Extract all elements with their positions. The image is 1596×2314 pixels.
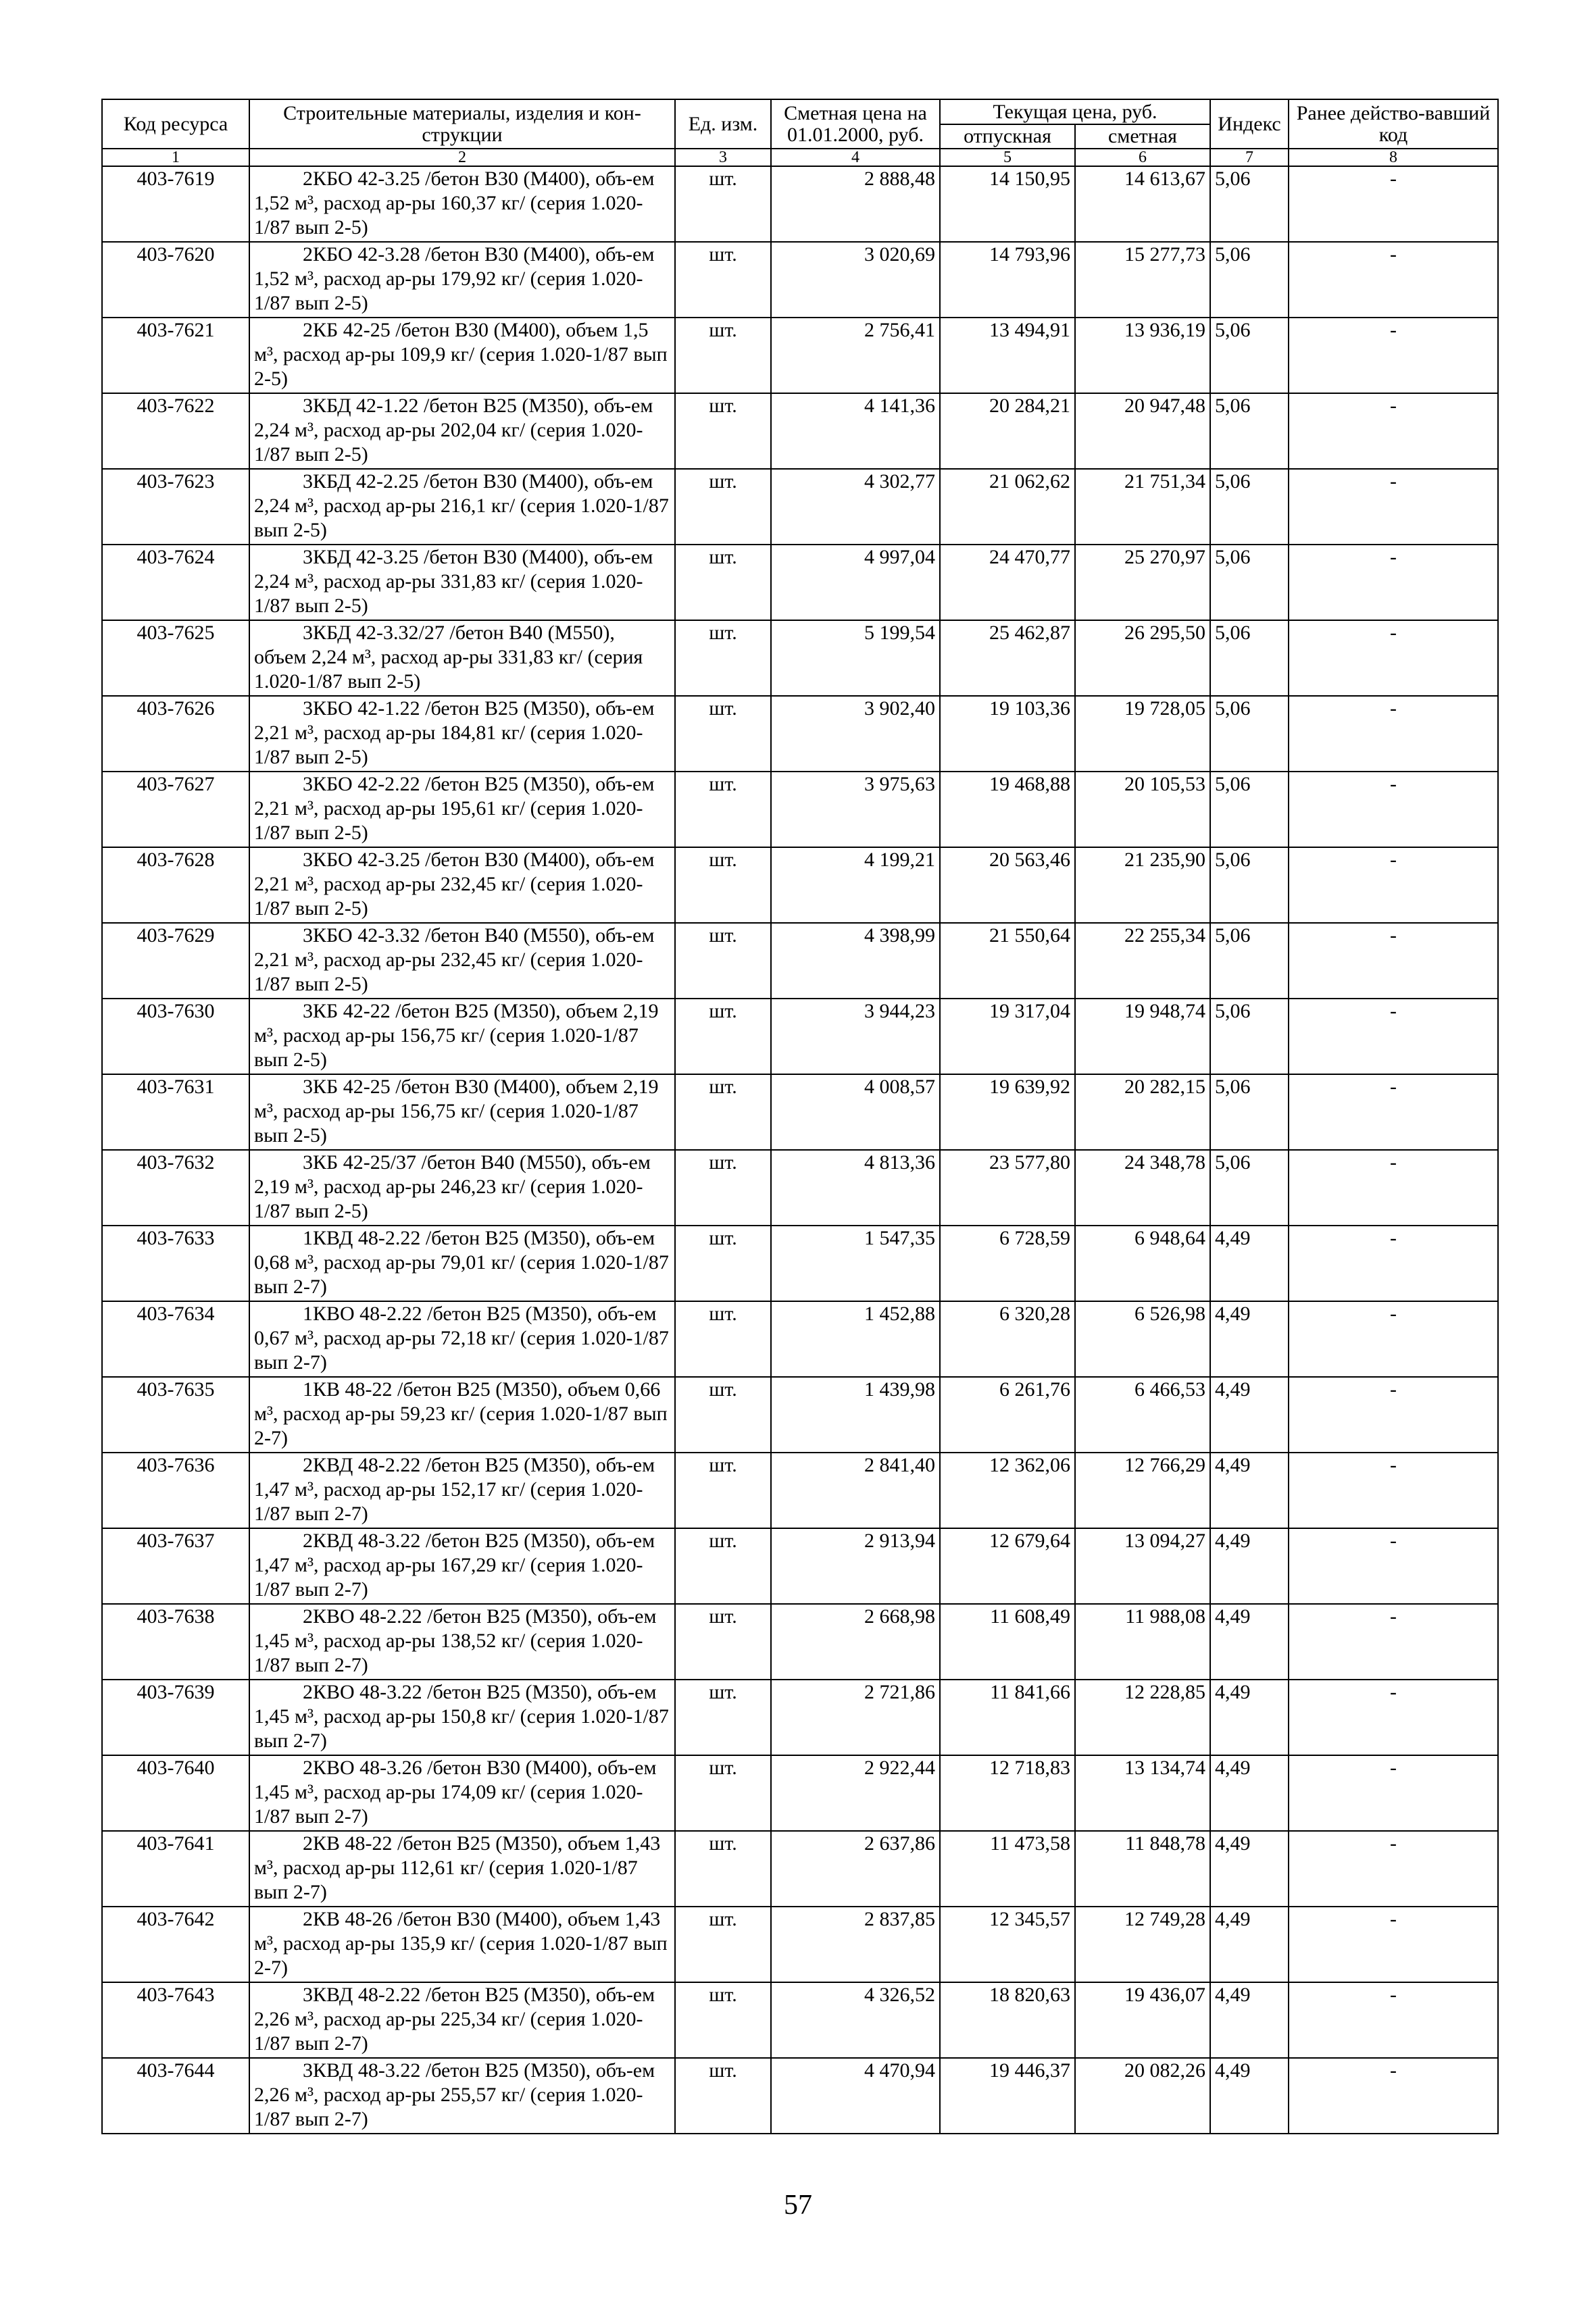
price-index: 4,49	[1210, 2058, 1289, 2134]
unit: шт.	[675, 923, 771, 999]
material-name: 3КБО 42-3.32 /бетон B40 (M550), объ-ем 2,21 м³, расход ар-ры 232,45 кг/ (серия 1.020-1/87 вып 2-5)	[249, 923, 675, 999]
base-price: 4 470,94	[771, 2058, 940, 2134]
base-price: 2 922,44	[771, 1755, 940, 1831]
estimate-price: 21 751,34	[1075, 469, 1210, 545]
resource-code: 403-7638	[102, 1604, 249, 1680]
resource-code: 403-7636	[102, 1453, 249, 1528]
material-name: 3КБО 42-2.22 /бетон B25 (M350), объ-ем 2,21 м³, расход ар-ры 195,61 кг/ (серия 1.020-1/87 вып 2-5)	[249, 772, 675, 847]
price-index: 5,06	[1210, 1150, 1289, 1226]
price-index: 4,49	[1210, 1377, 1289, 1453]
material-name: 2КВО 48-3.22 /бетон B25 (M350), объ-ем 1,45 м³, расход ар-ры 150,8 кг/ (серия 1.020-1/87 вып 2-7)	[249, 1680, 675, 1755]
header-name: Строительные материалы, изделия и кон-струкции	[249, 99, 675, 149]
price-index: 5,06	[1210, 847, 1289, 923]
header-base-price: Сметная цена на 01.01.2000, руб.	[771, 99, 940, 149]
col-number: 2	[249, 149, 675, 166]
unit: шт.	[675, 393, 771, 469]
unit: шт.	[675, 545, 771, 620]
resource-code: 403-7643	[102, 1982, 249, 2058]
release-price: 19 446,37	[940, 2058, 1075, 2134]
base-price: 4 199,21	[771, 847, 940, 923]
resource-code: 403-7633	[102, 1226, 249, 1301]
base-price: 2 888,48	[771, 166, 940, 242]
resource-code: 403-7635	[102, 1377, 249, 1453]
release-price: 21 550,64	[940, 923, 1075, 999]
col-number: 5	[940, 149, 1075, 166]
previous-code: -	[1289, 1604, 1498, 1680]
estimate-price: 20 282,15	[1075, 1074, 1210, 1150]
price-index: 5,06	[1210, 469, 1289, 545]
resource-code: 403-7641	[102, 1831, 249, 1907]
resource-code: 403-7622	[102, 393, 249, 469]
unit: шт.	[675, 242, 771, 318]
table-row	[102, 242, 1498, 318]
header-prev-code: Ранее действо-вавший код	[1289, 99, 1498, 149]
previous-code: -	[1289, 242, 1498, 318]
estimate-price: 15 277,73	[1075, 242, 1210, 318]
previous-code: -	[1289, 847, 1498, 923]
unit: шт.	[675, 2058, 771, 2134]
resource-code: 403-7639	[102, 1680, 249, 1755]
table-row	[102, 318, 1498, 393]
resource-code: 403-7642	[102, 1907, 249, 1982]
release-price: 24 470,77	[940, 545, 1075, 620]
table-row	[102, 1755, 1498, 1831]
material-name: 2КВ 48-22 /бетон B25 (M350), объем 1,43 м³, расход ар-ры 112,61 кг/ (серия 1.020-1/87 вып 2-7)	[249, 1831, 675, 1907]
price-index: 4,49	[1210, 1604, 1289, 1680]
previous-code: -	[1289, 1907, 1498, 1982]
material-name: 3КБ 42-22 /бетон B25 (M350), объем 2,19 м³, расход ар-ры 156,75 кг/ (серия 1.020-1/87 вып 2-5)	[249, 999, 675, 1074]
base-price: 1 452,88	[771, 1301, 940, 1377]
base-price: 4 302,77	[771, 469, 940, 545]
release-price: 25 462,87	[940, 620, 1075, 696]
col-number: 4	[771, 149, 940, 166]
resource-code: 403-7621	[102, 318, 249, 393]
price-index: 5,06	[1210, 696, 1289, 772]
unit: шт.	[675, 1226, 771, 1301]
col-number: 7	[1210, 149, 1289, 166]
base-price: 2 668,98	[771, 1604, 940, 1680]
price-index: 5,06	[1210, 1074, 1289, 1150]
material-name: 3КБД 42-2.25 /бетон B30 (M400), объ-ем 2,24 м³, расход ар-ры 216,1 кг/ (серия 1.020-1/87 вып 2-5)	[249, 469, 675, 545]
release-price: 6 320,28	[940, 1301, 1075, 1377]
base-price: 3 944,23	[771, 999, 940, 1074]
price-table	[101, 99, 1499, 2134]
unit: шт.	[675, 1604, 771, 1680]
table-row	[102, 620, 1498, 696]
estimate-price: 6 526,98	[1075, 1301, 1210, 1377]
unit: шт.	[675, 318, 771, 393]
estimate-price: 12 766,29	[1075, 1453, 1210, 1528]
unit: шт.	[675, 1831, 771, 1907]
previous-code: -	[1289, 469, 1498, 545]
table-row	[102, 1377, 1498, 1453]
price-index: 5,06	[1210, 999, 1289, 1074]
table-row	[102, 1453, 1498, 1528]
previous-code: -	[1289, 318, 1498, 393]
release-price: 20 284,21	[940, 393, 1075, 469]
base-price: 4 398,99	[771, 923, 940, 999]
estimate-price: 12 749,28	[1075, 1907, 1210, 1982]
table-row	[102, 1301, 1498, 1377]
unit: шт.	[675, 1680, 771, 1755]
table-row	[102, 923, 1498, 999]
resource-code: 403-7634	[102, 1301, 249, 1377]
table-row	[102, 393, 1498, 469]
material-name: 2КБ 42-25 /бетон B30 (M400), объем 1,5 м³, расход ар-ры 109,9 кг/ (серия 1.020-1/87 вып 2-5)	[249, 318, 675, 393]
resource-code: 403-7620	[102, 242, 249, 318]
price-index: 5,06	[1210, 545, 1289, 620]
release-price: 13 494,91	[940, 318, 1075, 393]
table-row	[102, 696, 1498, 772]
table-row	[102, 469, 1498, 545]
release-price: 12 679,64	[940, 1528, 1075, 1604]
base-price: 2 637,86	[771, 1831, 940, 1907]
table-row	[102, 1226, 1498, 1301]
previous-code: -	[1289, 1301, 1498, 1377]
price-index: 4,49	[1210, 1301, 1289, 1377]
price-index: 5,06	[1210, 166, 1289, 242]
price-index: 4,49	[1210, 1907, 1289, 1982]
table-row	[102, 166, 1498, 242]
estimate-price: 26 295,50	[1075, 620, 1210, 696]
material-name: 2КБО 42-3.28 /бетон B30 (M400), объ-ем 1,52 м³, расход ар-ры 179,92 кг/ (серия 1.020-1/87 вып 2-5)	[249, 242, 675, 318]
release-price: 6 728,59	[940, 1226, 1075, 1301]
material-name: 3КБО 42-1.22 /бетон B25 (M350), объ-ем 2,21 м³, расход ар-ры 184,81 кг/ (серия 1.020-1/87 вып 2-5)	[249, 696, 675, 772]
base-price: 4 813,36	[771, 1150, 940, 1226]
table-row	[102, 1680, 1498, 1755]
table-body	[102, 166, 1498, 2134]
previous-code: -	[1289, 2058, 1498, 2134]
material-name: 2КВ 48-26 /бетон B30 (M400), объем 1,43 м³, расход ар-ры 135,9 кг/ (серия 1.020-1/87 вып 2-7)	[249, 1907, 675, 1982]
release-price: 23 577,80	[940, 1150, 1075, 1226]
estimate-price: 20 947,48	[1075, 393, 1210, 469]
material-name: 1КВД 48-2.22 /бетон B25 (M350), объ-ем 0,68 м³, расход ар-ры 79,01 кг/ (серия 1.020-1/87 вып 2-7)	[249, 1226, 675, 1301]
resource-code: 403-7632	[102, 1150, 249, 1226]
previous-code: -	[1289, 923, 1498, 999]
unit: шт.	[675, 1982, 771, 2058]
release-price: 11 841,66	[940, 1680, 1075, 1755]
release-price: 18 820,63	[940, 1982, 1075, 2058]
table-row	[102, 1528, 1498, 1604]
col-number: 6	[1075, 149, 1210, 166]
base-price: 2 756,41	[771, 318, 940, 393]
base-price: 5 199,54	[771, 620, 940, 696]
material-name: 3КБ 42-25 /бетон B30 (M400), объем 2,19 м³, расход ар-ры 156,75 кг/ (серия 1.020-1/87 вып 2-5)	[249, 1074, 675, 1150]
estimate-price: 13 134,74	[1075, 1755, 1210, 1831]
estimate-price: 22 255,34	[1075, 923, 1210, 999]
base-price: 4 008,57	[771, 1074, 940, 1150]
header-release-price: отпускная	[940, 124, 1075, 149]
unit: шт.	[675, 1301, 771, 1377]
release-price: 21 062,62	[940, 469, 1075, 545]
release-price: 19 317,04	[940, 999, 1075, 1074]
resource-code: 403-7626	[102, 696, 249, 772]
table-row	[102, 999, 1498, 1074]
estimate-price: 19 948,74	[1075, 999, 1210, 1074]
estimate-price: 21 235,90	[1075, 847, 1210, 923]
unit: шт.	[675, 620, 771, 696]
base-price: 3 975,63	[771, 772, 940, 847]
estimate-price: 13 094,27	[1075, 1528, 1210, 1604]
previous-code: -	[1289, 772, 1498, 847]
resource-code: 403-7637	[102, 1528, 249, 1604]
base-price: 4 326,52	[771, 1982, 940, 2058]
base-price: 1 547,35	[771, 1226, 940, 1301]
release-price: 11 608,49	[940, 1604, 1075, 1680]
table-row	[102, 772, 1498, 847]
estimate-price: 20 105,53	[1075, 772, 1210, 847]
header-current-price: Текущая цена, руб.	[940, 99, 1210, 124]
price-index: 5,06	[1210, 242, 1289, 318]
release-price: 19 468,88	[940, 772, 1075, 847]
release-price: 12 718,83	[940, 1755, 1075, 1831]
material-name: 3КБ 42-25/37 /бетон B40 (M550), объ-ем 2,19 м³, расход ар-ры 246,23 кг/ (серия 1.020-1/87 вып 2-5)	[249, 1150, 675, 1226]
estimate-price: 11 988,08	[1075, 1604, 1210, 1680]
col-number: 3	[675, 149, 771, 166]
resource-code: 403-7644	[102, 2058, 249, 2134]
page-number: 57	[784, 2190, 812, 2221]
estimate-price: 11 848,78	[1075, 1831, 1210, 1907]
price-index: 4,49	[1210, 1680, 1289, 1755]
unit: шт.	[675, 696, 771, 772]
price-index: 5,06	[1210, 393, 1289, 469]
estimate-price: 19 728,05	[1075, 696, 1210, 772]
estimate-price: 19 436,07	[1075, 1982, 1210, 2058]
unit: шт.	[675, 847, 771, 923]
previous-code: -	[1289, 166, 1498, 242]
unit: шт.	[675, 999, 771, 1074]
estimate-price: 13 936,19	[1075, 318, 1210, 393]
table-header	[102, 99, 1498, 166]
base-price: 4 997,04	[771, 545, 940, 620]
material-name: 2КВД 48-2.22 /бетон B25 (M350), объ-ем 1,47 м³, расход ар-ры 152,17 кг/ (серия 1.020-1/87 вып 2-7)	[249, 1453, 675, 1528]
unit: шт.	[675, 1453, 771, 1528]
unit: шт.	[675, 1074, 771, 1150]
base-price: 2 841,40	[771, 1453, 940, 1528]
table-row	[102, 1907, 1498, 1982]
estimate-price: 6 948,64	[1075, 1226, 1210, 1301]
previous-code: -	[1289, 393, 1498, 469]
previous-code: -	[1289, 1226, 1498, 1301]
unit: шт.	[675, 166, 771, 242]
price-index: 5,06	[1210, 318, 1289, 393]
base-price: 2 721,86	[771, 1680, 940, 1755]
release-price: 14 793,96	[940, 242, 1075, 318]
price-index: 4,49	[1210, 1831, 1289, 1907]
previous-code: -	[1289, 1377, 1498, 1453]
price-index: 4,49	[1210, 1453, 1289, 1528]
price-index: 5,06	[1210, 923, 1289, 999]
material-name: 3КВД 48-3.22 /бетон B25 (M350), объ-ем 2,26 м³, расход ар-ры 255,57 кг/ (серия 1.020-1/87 вып 2-7)	[249, 2058, 675, 2134]
price-index: 4,49	[1210, 1528, 1289, 1604]
material-name: 2КБО 42-3.25 /бетон B30 (M400), объ-ем 1,52 м³, расход ар-ры 160,37 кг/ (серия 1.020-1/87 вып 2-5)	[249, 166, 675, 242]
release-price: 19 103,36	[940, 696, 1075, 772]
table-row	[102, 1831, 1498, 1907]
previous-code: -	[1289, 1528, 1498, 1604]
release-price: 19 639,92	[940, 1074, 1075, 1150]
resource-code: 403-7619	[102, 166, 249, 242]
estimate-price: 20 082,26	[1075, 2058, 1210, 2134]
resource-code: 403-7624	[102, 545, 249, 620]
previous-code: -	[1289, 1831, 1498, 1907]
estimate-price: 14 613,67	[1075, 166, 1210, 242]
base-price: 1 439,98	[771, 1377, 940, 1453]
table-row	[102, 1982, 1498, 2058]
table-row	[102, 2058, 1498, 2134]
material-name: 3КБД 42-1.22 /бетон B25 (M350), объ-ем 2,24 м³, расход ар-ры 202,04 кг/ (серия 1.020-1/87 вып 2-5)	[249, 393, 675, 469]
price-index: 5,06	[1210, 772, 1289, 847]
previous-code: -	[1289, 545, 1498, 620]
table-row	[102, 1150, 1498, 1226]
price-index: 4,49	[1210, 1226, 1289, 1301]
unit: шт.	[675, 1528, 771, 1604]
unit: шт.	[675, 1907, 771, 1982]
resource-code: 403-7623	[102, 469, 249, 545]
release-price: 11 473,58	[940, 1831, 1075, 1907]
resource-code: 403-7640	[102, 1755, 249, 1831]
material-name: 1КВ 48-22 /бетон B25 (M350), объем 0,66 м³, расход ар-ры 59,23 кг/ (серия 1.020-1/87 вып 2-7)	[249, 1377, 675, 1453]
price-index: 4,49	[1210, 1982, 1289, 2058]
material-name: 1КВО 48-2.22 /бетон B25 (M350), объ-ем 0,67 м³, расход ар-ры 72,18 кг/ (серия 1.020-1/87 вып 2-7)	[249, 1301, 675, 1377]
unit: шт.	[675, 772, 771, 847]
base-price: 4 141,36	[771, 393, 940, 469]
header-code: Код ресурса	[102, 99, 249, 149]
estimate-price: 24 348,78	[1075, 1150, 1210, 1226]
resource-code: 403-7630	[102, 999, 249, 1074]
estimate-price: 6 466,53	[1075, 1377, 1210, 1453]
release-price: 12 362,06	[940, 1453, 1075, 1528]
header-estimate-price: сметная	[1075, 124, 1210, 149]
price-index: 4,49	[1210, 1755, 1289, 1831]
unit: шт.	[675, 1377, 771, 1453]
estimate-price: 12 228,85	[1075, 1680, 1210, 1755]
base-price: 2 837,85	[771, 1907, 940, 1982]
previous-code: -	[1289, 1680, 1498, 1755]
previous-code: -	[1289, 1074, 1498, 1150]
base-price: 3 902,40	[771, 696, 940, 772]
unit: шт.	[675, 1150, 771, 1226]
resource-code: 403-7628	[102, 847, 249, 923]
material-name: 3КВД 48-2.22 /бетон B25 (M350), объ-ем 2,26 м³, расход ар-ры 225,34 кг/ (серия 1.020-1/87 вып 2-7)	[249, 1982, 675, 2058]
previous-code: -	[1289, 1755, 1498, 1831]
material-name: 2КВО 48-3.26 /бетон B30 (M400), объ-ем 1,45 м³, расход ар-ры 174,09 кг/ (серия 1.020-1/87 вып 2-7)	[249, 1755, 675, 1831]
release-price: 6 261,76	[940, 1377, 1075, 1453]
release-price: 14 150,95	[940, 166, 1075, 242]
previous-code: -	[1289, 999, 1498, 1074]
material-name: 3КБД 42-3.32/27 /бетон B40 (M550), объем 2,24 м³, расход ар-ры 331,83 кг/ (серия 1.020-1/87 вып 2-5)	[249, 620, 675, 696]
header-unit: Ед. изм.	[675, 99, 771, 149]
release-price: 12 345,57	[940, 1907, 1075, 1982]
previous-code: -	[1289, 1982, 1498, 2058]
table-row	[102, 1604, 1498, 1680]
previous-code: -	[1289, 696, 1498, 772]
table-row	[102, 1074, 1498, 1150]
material-name: 3КБО 42-3.25 /бетон B30 (M400), объ-ем 2,21 м³, расход ар-ры 232,45 кг/ (серия 1.020-1/87 вып 2-5)	[249, 847, 675, 923]
resource-code: 403-7631	[102, 1074, 249, 1150]
unit: шт.	[675, 469, 771, 545]
unit: шт.	[675, 1755, 771, 1831]
base-price: 3 020,69	[771, 242, 940, 318]
material-name: 2КВО 48-2.22 /бетон B25 (M350), объ-ем 1,45 м³, расход ар-ры 138,52 кг/ (серия 1.020-1/87 вып 2-7)	[249, 1604, 675, 1680]
price-index: 5,06	[1210, 620, 1289, 696]
resource-code: 403-7627	[102, 772, 249, 847]
header-index: Индекс	[1210, 99, 1289, 149]
col-number: 8	[1289, 149, 1498, 166]
base-price: 2 913,94	[771, 1528, 940, 1604]
material-name: 3КБД 42-3.25 /бетон B30 (M400), объ-ем 2,24 м³, расход ар-ры 331,83 кг/ (серия 1.020-1/87 вып 2-5)	[249, 545, 675, 620]
previous-code: -	[1289, 620, 1498, 696]
release-price: 20 563,46	[940, 847, 1075, 923]
col-number: 1	[102, 149, 249, 166]
table-row	[102, 847, 1498, 923]
resource-code: 403-7629	[102, 923, 249, 999]
previous-code: -	[1289, 1150, 1498, 1226]
previous-code: -	[1289, 1453, 1498, 1528]
table-row	[102, 545, 1498, 620]
material-name: 2КВД 48-3.22 /бетон B25 (M350), объ-ем 1,47 м³, расход ар-ры 167,29 кг/ (серия 1.020-1/87 вып 2-7)	[249, 1528, 675, 1604]
resource-code: 403-7625	[102, 620, 249, 696]
estimate-price: 25 270,97	[1075, 545, 1210, 620]
